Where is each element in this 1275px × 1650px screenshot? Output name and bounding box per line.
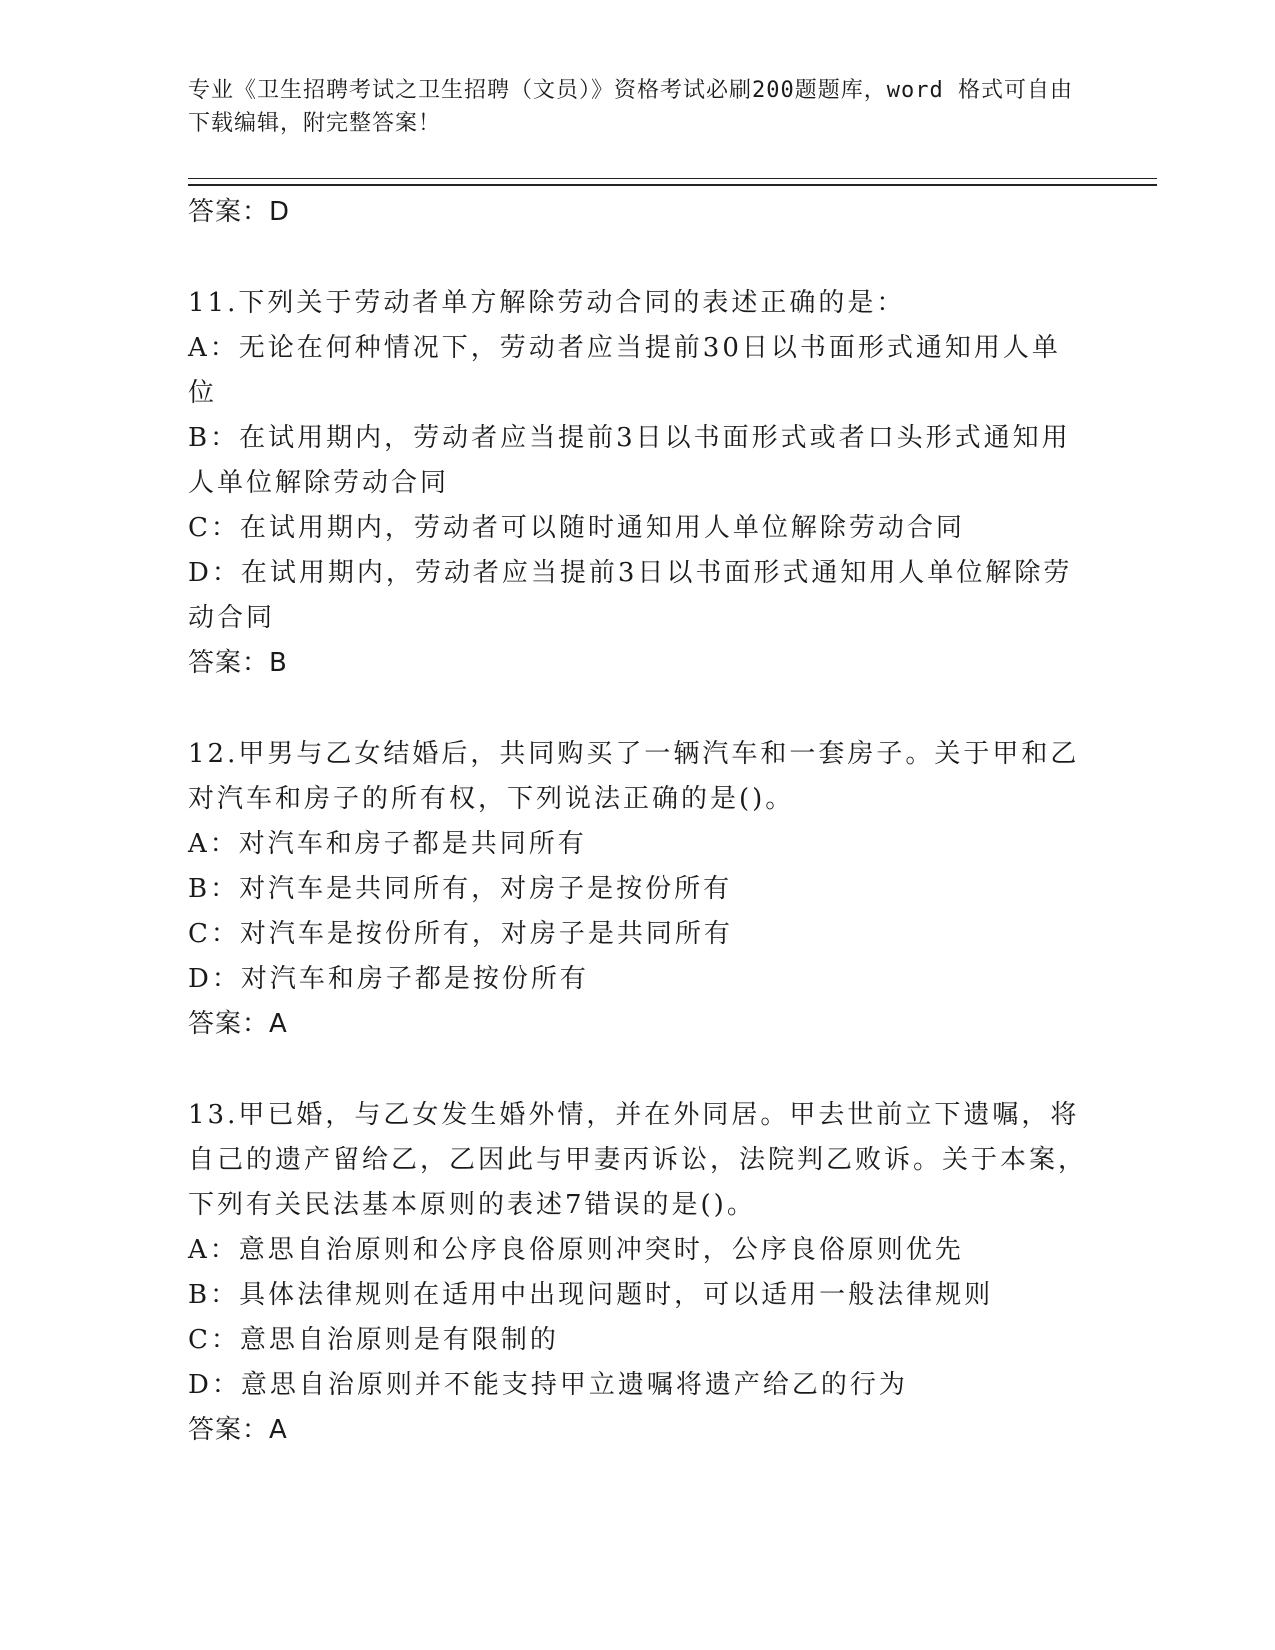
question-11 — [188, 281, 1088, 686]
option-c: C：意思自治原则是有限制的 — [188, 1325, 559, 1355]
option-b: B：具体法律规则在适用中出现问题时，可以适用一般法律规则 — [188, 1280, 994, 1310]
header-divider — [188, 178, 1157, 186]
document-body — [188, 190, 1088, 1453]
option-c: C：在试用期内，劳动者可以随时通知用人单位解除劳动合同 — [188, 513, 965, 543]
option-a: A：对汽车和房子都是共同所有 — [188, 829, 587, 859]
page-header — [188, 74, 1088, 140]
option-a: A：意思自治原则和公序良俗原则冲突时，公序良俗原则优先 — [188, 1235, 964, 1265]
answer-line: 答案：D — [188, 197, 291, 227]
answer-line: 答案：A — [188, 1415, 288, 1445]
option-d: D：意思自治原则并不能支持甲立遗嘱将遗产给乙的行为 — [188, 1370, 908, 1400]
question-12 — [188, 732, 1088, 1047]
question-stem: 12.甲男与乙女结婚后，共同购买了一辆汽车和一套房子。关于甲和乙对汽车和房子的所有权，下列说法正确的是()。 — [188, 739, 1080, 814]
option-d: D：在试用期内，劳动者应当提前3日以书面形式通知用人单位解除劳动合同 — [188, 558, 1073, 633]
question-stem: 13.甲已婚，与乙女发生婚外情，并在外同居。甲去世前立下遗嘱，将自己的遗产留给乙，乙因此与甲妻丙诉讼，法院判乙败诉。关于本案，下列有关民法基本原则的表述7错误的是()。 — [188, 1100, 1088, 1220]
option-b: B：在试用期内，劳动者应当提前3日以书面形式或者口头形式通知用人单位解除劳动合同 — [188, 423, 1071, 498]
header-text: 专业《卫生招聘考试之卫生招聘（文员）》资格考试必刷200题题库，word 格式可自由下载编辑，附完整答案！ — [188, 78, 1073, 136]
option-b: B：对汽车是共同所有，对房子是按份所有 — [188, 874, 733, 904]
option-c: C：对汽车是按份所有，对房子是共同所有 — [188, 919, 733, 949]
answer-line: 答案：A — [188, 1009, 288, 1039]
option-d: D：对汽车和房子都是按份所有 — [188, 964, 589, 994]
question-13 — [188, 1093, 1088, 1453]
question-stem: 11.下列关于劳动者单方解除劳动合同的表述正确的是： — [188, 288, 906, 318]
answer-line: 答案：B — [188, 648, 288, 678]
option-a: A：无论在何种情况下，劳动者应当提前30日以书面形式通知用人单位 — [188, 333, 1061, 408]
